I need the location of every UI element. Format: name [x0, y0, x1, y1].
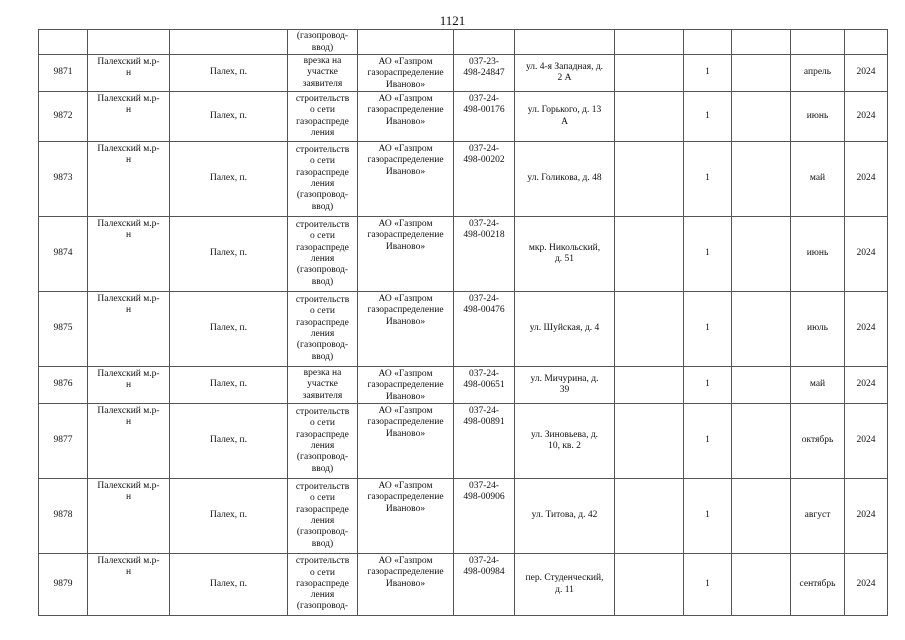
cell-work-type: строительств о сети газораспреде ления (газопровод- ввод)	[288, 292, 358, 367]
table-row	[39, 217, 888, 292]
cell-empty	[732, 30, 791, 55]
cell-empty	[615, 404, 684, 479]
table-row	[39, 404, 888, 479]
cell-project-code: 037-24- 498-00651	[454, 367, 515, 404]
cell-year: 2024	[845, 55, 888, 92]
cell-owner: АО «Газпром газораспределение Иваново»	[358, 92, 454, 142]
cell-district: Палехский м.р- н	[88, 404, 170, 479]
cell-year: 2024	[845, 292, 888, 367]
cell-address: ул. 4-я Западная, д. 2 А	[515, 55, 615, 92]
cell-number: 9876	[39, 367, 88, 404]
cell-district: Палехский м.р- н	[88, 92, 170, 142]
cell-project-code: 037-24- 498-00202	[454, 142, 515, 217]
cell-count: 1	[684, 367, 732, 404]
cell-month: апрель	[791, 55, 845, 92]
cell-empty	[615, 554, 684, 616]
cell-district: Палехский м.р- н	[88, 367, 170, 404]
cell-month: октябрь	[791, 404, 845, 479]
cell-empty	[615, 92, 684, 142]
cell-owner: АО «Газпром газораспределение Иваново»	[358, 217, 454, 292]
cell-district: Палехский м.р- н	[88, 479, 170, 554]
cell-number: 9879	[39, 554, 88, 616]
cell-year: 2024	[845, 554, 888, 616]
cell-empty	[615, 479, 684, 554]
cell-empty	[732, 142, 791, 217]
cell-project-code: 037-24- 498-00218	[454, 217, 515, 292]
cell-empty	[615, 55, 684, 92]
cell-count: 1	[684, 92, 732, 142]
cell-empty	[615, 367, 684, 404]
table-row	[39, 479, 888, 554]
cell-settlement: Палех, п.	[170, 217, 288, 292]
cell-number: 9871	[39, 55, 88, 92]
cell-owner: АО «Газпром газораспределение Иваново»	[358, 292, 454, 367]
cell-district: Палехский м.р- н	[88, 554, 170, 616]
cell-count: 1	[684, 479, 732, 554]
cell-empty	[732, 404, 791, 479]
cell-owner: АО «Газпром газораспределение Иваново»	[358, 367, 454, 404]
cell-project-code: 037-24- 498-00476	[454, 292, 515, 367]
cell-empty	[732, 292, 791, 367]
cell-month: май	[791, 367, 845, 404]
cell-count: 1	[684, 292, 732, 367]
cell-empty	[684, 30, 732, 55]
table-row	[39, 92, 888, 142]
cell-year: 2024	[845, 404, 888, 479]
cell-empty	[732, 92, 791, 142]
cell-settlement: Палех, п.	[170, 479, 288, 554]
cell-empty	[39, 30, 88, 55]
cell-empty	[845, 30, 888, 55]
cell-year: 2024	[845, 142, 888, 217]
cell-owner: АО «Газпром газораспределение Иваново»	[358, 55, 454, 92]
cell-empty	[170, 30, 288, 55]
cell-address: ул. Зиновьева, д. 10, кв. 2	[515, 404, 615, 479]
table-row	[39, 142, 888, 217]
cell-month: сентябрь	[791, 554, 845, 616]
cell-empty	[732, 554, 791, 616]
cell-month: август	[791, 479, 845, 554]
cell-count: 1	[684, 55, 732, 92]
cell-work-type: строительств о сети газораспреде ления (газопровод- ввод)	[288, 142, 358, 217]
cell-settlement: Палех, п.	[170, 404, 288, 479]
cell-project-code: 037-24- 498-00176	[454, 92, 515, 142]
cell-settlement: Палех, п.	[170, 292, 288, 367]
cell-year: 2024	[845, 217, 888, 292]
cell-count: 1	[684, 404, 732, 479]
cell-number: 9873	[39, 142, 88, 217]
cell-work-type: врезка на участке заявителя	[288, 55, 358, 92]
cell-year: 2024	[845, 479, 888, 554]
cell-empty	[732, 479, 791, 554]
table-row	[39, 367, 888, 404]
cell-empty	[732, 367, 791, 404]
cell-empty	[88, 30, 170, 55]
cell-month: июнь	[791, 217, 845, 292]
cell-address: ул. Титова, д. 42	[515, 479, 615, 554]
cell-settlement: Палех, п.	[170, 55, 288, 92]
cell-empty	[515, 30, 615, 55]
cell-number: 9872	[39, 92, 88, 142]
cell-empty	[358, 30, 454, 55]
cell-address: ул. Голикова, д. 48	[515, 142, 615, 217]
cell-owner: АО «Газпром газораспределение Иваново»	[358, 554, 454, 616]
cell-work-type: строительств о сети газораспреде ления (газопровод- ввод)	[288, 217, 358, 292]
cell-empty	[732, 55, 791, 92]
cell-work-type: строительств о сети газораспреде ления (газопровод- ввод)	[288, 404, 358, 479]
cell-address: ул. Мичурина, д. 39	[515, 367, 615, 404]
cell-month: июль	[791, 292, 845, 367]
cell-work-type: строительств о сети газораспреде ления (газопровод- ввод)	[288, 479, 358, 554]
cell-empty	[732, 217, 791, 292]
cell-work-type: (газопровод- ввод)	[288, 30, 358, 55]
cell-empty	[791, 30, 845, 55]
cell-count: 1	[684, 142, 732, 217]
cell-empty	[454, 30, 515, 55]
cell-count: 1	[684, 554, 732, 616]
cell-settlement: Палех, п.	[170, 554, 288, 616]
cell-address: мкр. Никольский, д. 51	[515, 217, 615, 292]
cell-month: май	[791, 142, 845, 217]
cell-work-type: врезка на участке заявителя	[288, 367, 358, 404]
cell-number: 9875	[39, 292, 88, 367]
continuation-row	[39, 30, 888, 55]
table-row	[39, 55, 888, 92]
cell-owner: АО «Газпром газораспределение Иваново»	[358, 404, 454, 479]
page-number: 1121	[439, 13, 466, 28]
cell-address: ул. Горького, д. 13 А	[515, 92, 615, 142]
cell-district: Палехский м.р- н	[88, 55, 170, 92]
cell-district: Палехский м.р- н	[88, 217, 170, 292]
cell-month: июнь	[791, 92, 845, 142]
cell-address: пер. Студенческий, д. 11	[515, 554, 615, 616]
cell-number: 9878	[39, 479, 88, 554]
cell-count: 1	[684, 217, 732, 292]
cell-district: Палехский м.р- н	[88, 142, 170, 217]
table-row	[39, 554, 888, 616]
cell-number: 9877	[39, 404, 88, 479]
cell-year: 2024	[845, 367, 888, 404]
cell-owner: АО «Газпром газораспределение Иваново»	[358, 479, 454, 554]
gas-connection-table	[38, 29, 888, 616]
cell-year: 2024	[845, 92, 888, 142]
cell-empty	[615, 142, 684, 217]
cell-project-code: 037-24- 498-00984	[454, 554, 515, 616]
cell-owner: АО «Газпром газораспределение Иваново»	[358, 142, 454, 217]
cell-district: Палехский м.р- н	[88, 292, 170, 367]
cell-empty	[615, 217, 684, 292]
cell-project-code: 037-24- 498-00906	[454, 479, 515, 554]
cell-project-code: 037-24- 498-00891	[454, 404, 515, 479]
cell-address: ул. Шуйская, д. 4	[515, 292, 615, 367]
cell-settlement: Палех, п.	[170, 142, 288, 217]
cell-number: 9874	[39, 217, 88, 292]
cell-empty	[615, 292, 684, 367]
cell-work-type: строительств о сети газораспреде ления (газопровод-	[288, 554, 358, 616]
cell-work-type: строительств о сети газораспреде ления	[288, 92, 358, 142]
cell-empty	[615, 30, 684, 55]
table-row	[39, 292, 888, 367]
cell-project-code: 037-23- 498-24847	[454, 55, 515, 92]
cell-settlement: Палех, п.	[170, 92, 288, 142]
cell-settlement: Палех, п.	[170, 367, 288, 404]
